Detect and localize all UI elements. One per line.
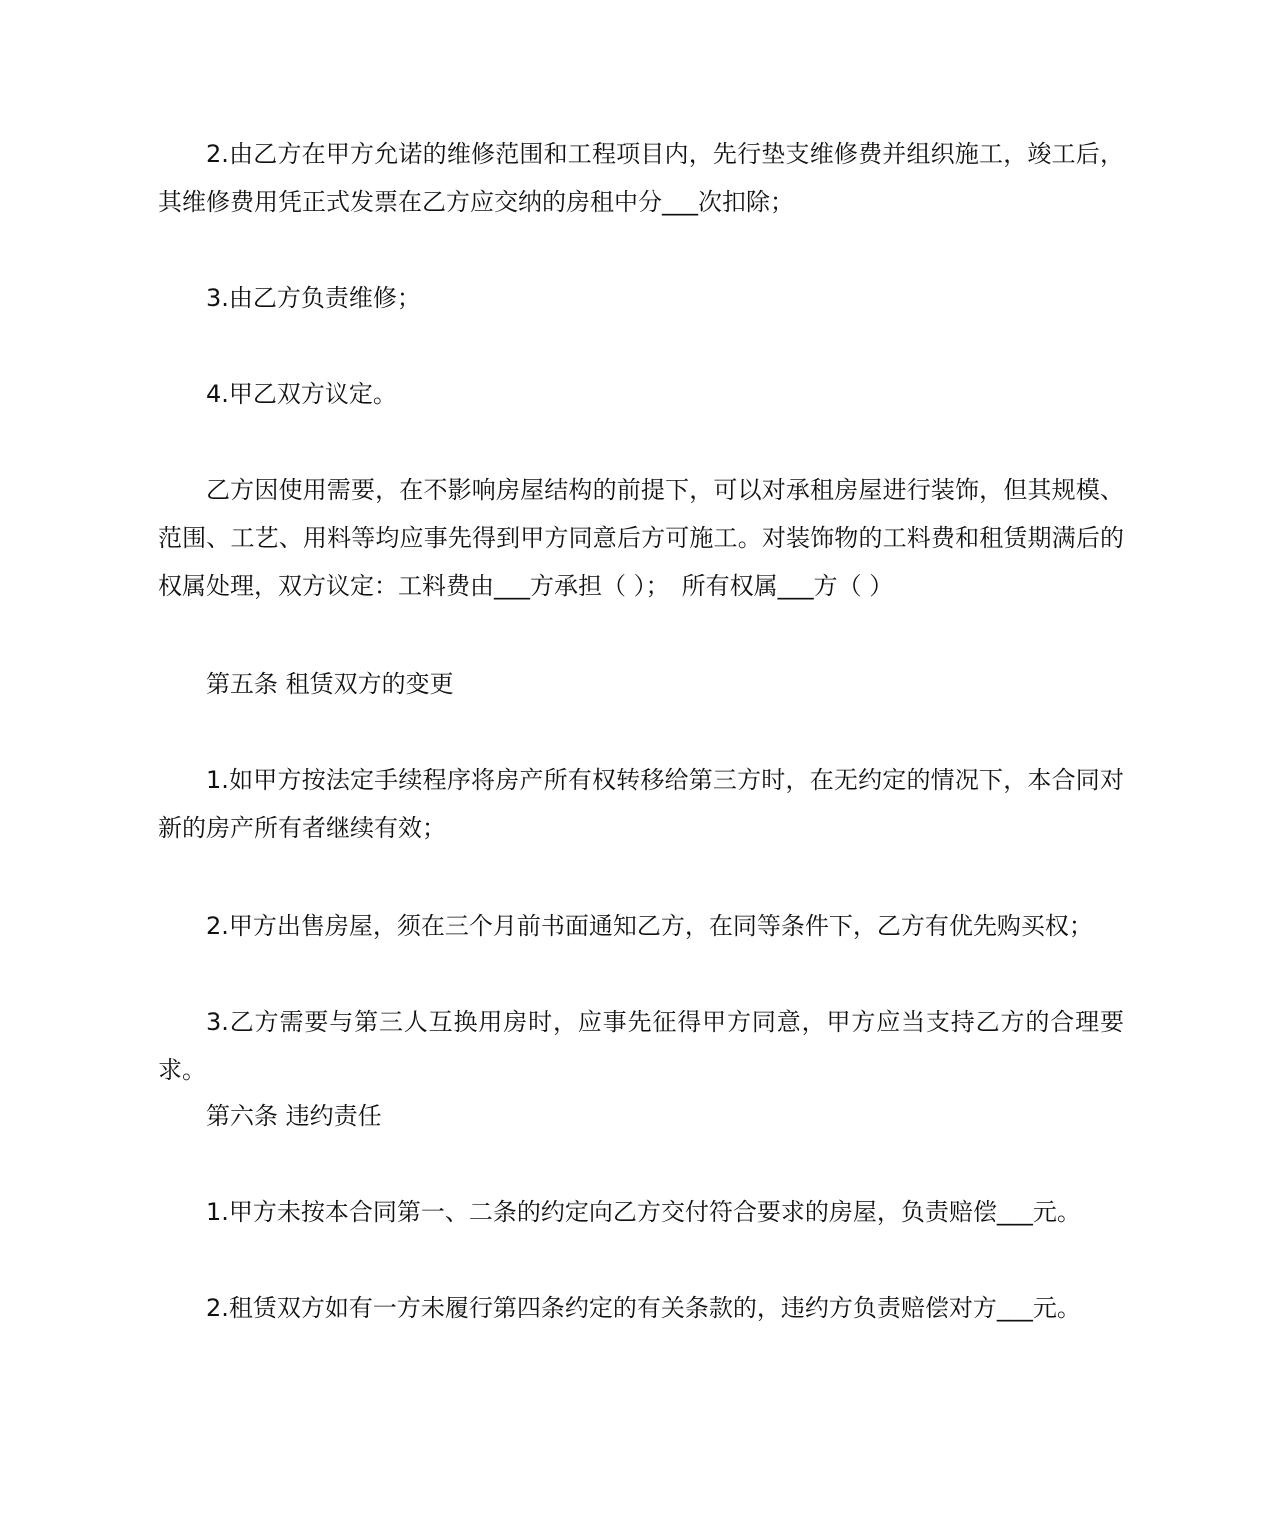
section-heading-article-5: 第五条 租赁双方的变更 [206, 670, 454, 698]
paragraph-change-clause-1: 1.如甲方按法定手续程序将房产所有权转移给第三方时，在无约定的情况下，本合同对新的房产所有者继续有效； [158, 766, 1124, 842]
paragraph-change-clause-2: 2.甲方出售房屋，须在三个月前书面通知乙方，在同等条件下，乙方有优先购买权； [206, 912, 1093, 940]
paragraph-repair-clause-4: 4.甲乙双方议定。 [206, 380, 397, 408]
paragraph-repair-clause-2: 2.由乙方在甲方允诺的维修范围和工程项目内，先行垫支维修费并组织施工，竣工后，其维修费用凭正式发票在乙方应交纳的房租中分___次扣除； [158, 140, 1124, 216]
section-heading-article-6: 第六条 违约责任 [206, 1102, 382, 1130]
paragraph-liability-clause-1: 1.甲方未按本合同第一、二条的约定向乙方交付符合要求的房屋，负责赔偿___元。 [206, 1198, 1081, 1226]
paragraph-change-clause-3: 3.乙方需要与第三人互换用房时，应事先征得甲方同意，甲方应当支持乙方的合理要求。 [158, 1008, 1124, 1084]
paragraph-decoration-clause: 乙方因使用需要，在不影响房屋结构的前提下，可以对承租房屋进行装饰，但其规模、范围、工艺、用料等均应事先得到甲方同意后方可施工。对装饰物的工料费和租赁期满后的权属处理，双方议定：工料费由___方承担（ ）； 所有权属___方（ ） [158, 476, 1124, 600]
paragraph-liability-clause-2: 2.租赁双方如有一方未履行第四条约定的有关条款的，违约方负责赔偿对方___元。 [206, 1294, 1081, 1322]
paragraph-repair-clause-3: 3.由乙方负责维修； [206, 284, 421, 312]
